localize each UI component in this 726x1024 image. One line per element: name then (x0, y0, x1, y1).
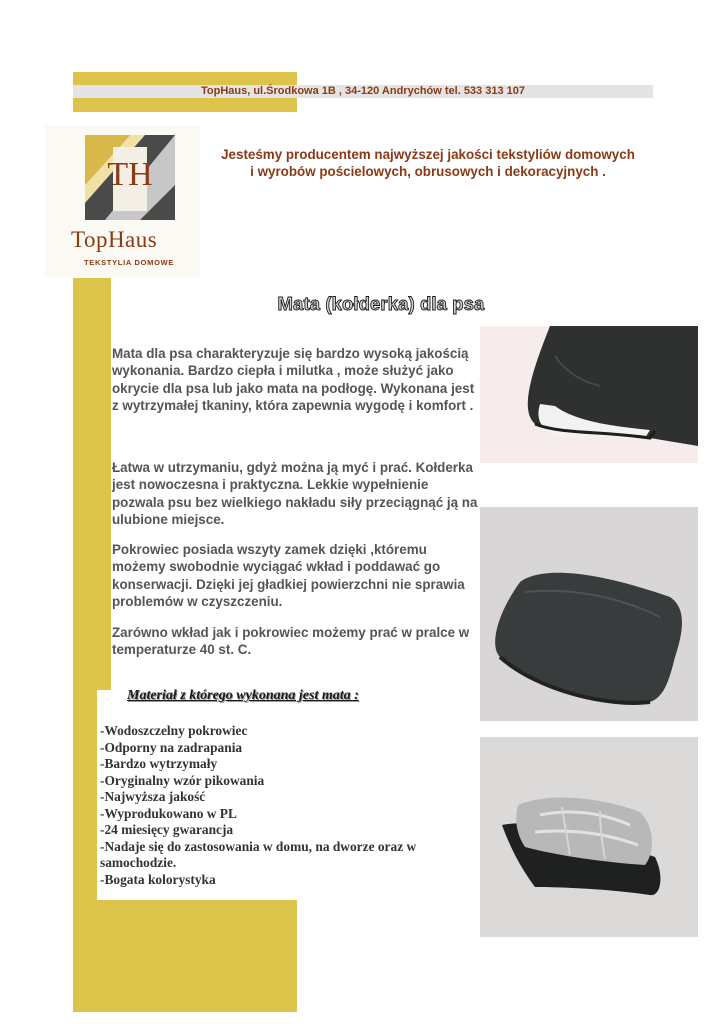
description-paragraph-4: Zarówno wkład jak i pokrowiec możemy prać w pralce w temperaturze 40 st. C. (112, 625, 470, 658)
product-photo-mat-open (480, 326, 698, 463)
feature-item: -Najwyższa jakość (100, 789, 206, 804)
slogan-line-1: Jesteśmy producentem najwyższej jakości tekstyliów domowych (221, 147, 635, 162)
product-photo-mat-closed (480, 507, 698, 721)
logo-monogram: TH (107, 156, 153, 193)
feature-list (100, 723, 450, 888)
tophaus-logo (45, 125, 200, 277)
description-paragraph-3: Pokrowiec posiada wszyty zamek dzięki ,któremu możemy swobodnie wyciągać wkład i poddawać go konserwacji. Dzięki jej gładkiej powierzchni nie sprawia problemów w czyszczeniu. (112, 542, 465, 609)
feature-item: -Oryginalny wzór pikowania (100, 772, 265, 788)
logo-subtitle: TEKSTYLIA DOMOWE (84, 258, 175, 267)
product-photo-mat-insert (480, 737, 698, 937)
footer-accent-bar (73, 900, 297, 1012)
feature-item: -24 miesięcy gwarancja (100, 822, 234, 837)
description-paragraph-1: Mata dla psa charakteryzuje się bardzo wysoką jakością wykonania. Bardzo ciepła i milutka , może służyć jako okrycie dla psa lub jako mata na podłogę. Wykonana jest z wytrzymałej tkaniny, która zapewnia wygodę i komfort . (112, 346, 475, 413)
feature-item: -Bogata kolorystyka (100, 871, 216, 887)
contact-info: TopHaus, ul.Środkowa 1B , 34-120 Andrychów tel. 533 313 107 (73, 85, 653, 98)
feature-item: -Wyprodukowano w PL (100, 805, 237, 821)
slogan-line-2: i wyrobów pościelowych, obrusowych i dekoracyjnych . (250, 164, 606, 179)
company-slogan (200, 146, 656, 180)
feature-item: -Bardzo wytrzymały (100, 756, 218, 771)
logo-brand-name: TopHaus (71, 227, 158, 252)
left-accent-bar-lower (73, 690, 97, 900)
feature-item: -Wodoszczelny pokrowiec (100, 723, 248, 738)
page-title: Mata (kołderka) dla psa (277, 293, 485, 314)
description-paragraph-2: Łatwa w utrzymaniu, gdyż można ją myć i prać. Kołderka jest nowoczesna i praktyczna. Lekkie wypełnienie pozwala psu bez wielkiego nakładu siły przeciągnąć ją na ulubione miejsce. (112, 460, 478, 527)
feature-item: -Nadaje się do zastosowania w domu, na dworze oraz w samochodzie. (100, 838, 417, 870)
left-accent-bar (73, 278, 111, 690)
feature-item: -Odporny na zadrapania (100, 739, 243, 755)
logo-emblem (45, 125, 200, 277)
material-heading: Materiał z którego wykonana jest mata : (127, 688, 359, 703)
